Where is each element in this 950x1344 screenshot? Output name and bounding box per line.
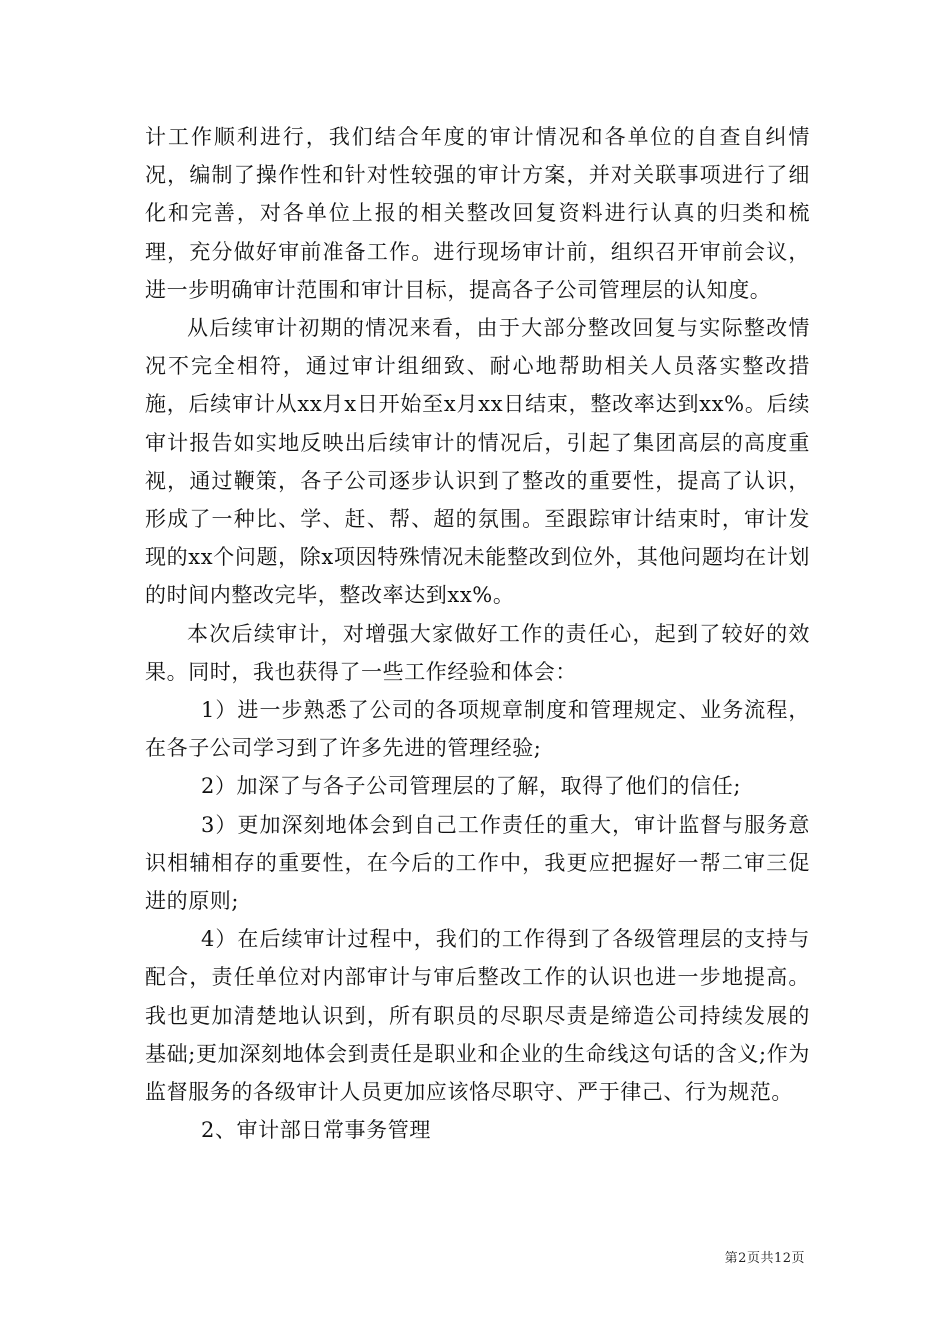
list-item-3: 3）更加深刻地体会到自己工作责任的重大，审计监督与服务意识相辅相存的重要性，在今后的工作中，我更应把握好一帮二审三促进的原则; (145, 812, 810, 914)
document-body (145, 118, 810, 1149)
paragraph-continuation: 计工作顺利进行，我们结合年度的审计情况和各单位的自查自纠情况，编制了操作性和针对性较强的审计方案，并对关联事项进行了细化和完善，对各单位上报的相关整改回复资料进行认真的归类和梳理，充分做好审前准备工作。进行现场审计前，组织召开审前会议，进一步明确审计范围和审计目标，提高各子公司管理层的认知度。 (145, 125, 810, 302)
paragraph-experience-intro: 本次后续审计，对增强大家做好工作的责任心，起到了较好的效果。同时，我也获得了一些工作经验和体会： (145, 621, 810, 684)
paragraph-followup-audit: 从后续审计初期的情况来看，由于大部分整改回复与实际整改情况不完全相符，通过审计组细致、耐心地帮助相关人员落实整改措施，后续审计从xx月x日开始至x月xx日结束，整改率达到xx%。后续审计报告如实地反映出后续审计的情况后，引起了集团高层的高度重视，通过鞭策，各子公司逐步认识到了整改的重要性，提高了认识，形成了一种比、学、赶、帮、超的氛围。至跟踪审计结束时，审计发现的xx个问题，除x项因特殊情况未能整改到位外，其他问题均在计划的时间内整改完毕，整改率达到xx%。 (145, 316, 810, 608)
list-item-1: 1）进一步熟悉了公司的各项规章制度和管理规定、业务流程，在各子公司学习到了许多先进的管理经验; (145, 698, 810, 761)
page-number-footer: 第2页共12页 (724, 1251, 805, 1266)
section-heading-daily-management: 2、审计部日常事务管理 (201, 1118, 431, 1143)
list-item-2: 2）加深了与各子公司管理层的了解，取得了他们的信任; (201, 774, 742, 799)
list-item-4: 4）在后续审计过程中，我们的工作得到了各级管理层的支持与配合，责任单位对内部审计与审后整改工作的认识也进一步地提高。我也更加清楚地认识到，所有职员的尽职尽责是缔造公司持续发展的基础;更加深刻地体会到责任是职业和企业的生命线这句话的含义;作为监督服务的各级审计人员更加应该恪尽职守、严于律己、行为规范。 (145, 927, 810, 1105)
